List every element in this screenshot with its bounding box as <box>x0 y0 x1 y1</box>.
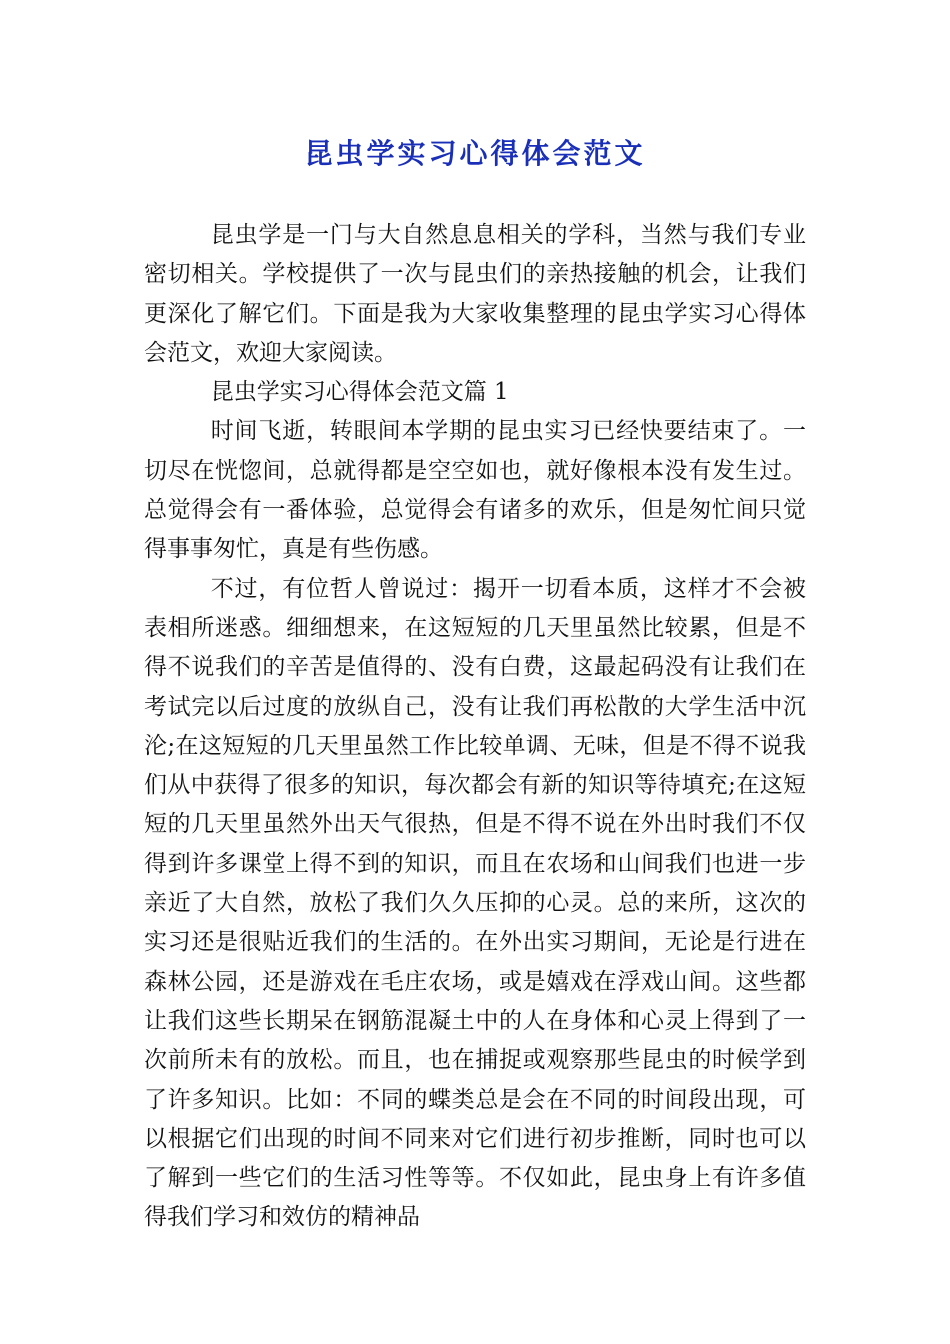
paragraph-intro: 昆虫学是一门与大自然息息相关的学科，当然与我们专业密切相关。学校提供了一次与昆虫们的亲热接触的机会，让我们更深化了解它们。下面是我为大家收集整理的昆虫学实习心得体会范文，欢迎大家阅读。 <box>144 222 806 366</box>
section-heading: 昆虫学实习心得体会范文篇 1 <box>210 379 509 406</box>
paragraph-1: 时间飞逝，转眼间本学期的昆虫实习已经快要结束了。一切尽在恍惚间，总就得都是空空如也，就好像根本没有发生过。总觉得会有一番体验，总觉得会有诸多的欢乐，但是匆忙间只觉得事事匆忙，真是有些伤感。 <box>144 418 806 563</box>
paragraph-2: 不过，有位哲人曾说过：揭开一切看本质，这样才不会被表相所迷惑。细细想来，在这短短的几天里虽然比较累，但是不得不说我们的辛苦是值得的、没有白费，这最起码没有让我们在考试完以后过度的放纵自己，没有让我们再松散的大学生活中沉沦;在这短短的几天里虽然工作比较单调、无味，但是不得不说我们从中获得了很多的知识，每次都会有新的知识等待填充;在这短短的几天里虽然外出天气很热，但是不得不说在外出时我们不仅得到许多课堂上得不到的知识，而且在农场和山间我们也进一步亲近了大自然，放松了我们久久压抑的心灵。总的来所，这次的实习还是很贴近我们的生活的。在外出实习期间，无论是行进在森林公园，还是游戏在毛庄农场，或是嬉戏在浮戏山间。这些都让我们这些长期呆在钢筋混凝土中的人在身体和心灵上得到了一次前所未有的放松。而且，也在捕捉或观察那些昆虫的时候学到了许多知识。比如：不同的蝶类总是会在不同的时间段出现，可以根据它们出现的时间不同来对它们进行初步推断，同时也可以了解到一些它们的生活习性等等。不仅如此，昆虫身上有许多值得我们学习和效仿的精神品 <box>144 575 806 1231</box>
document-body <box>144 216 806 1238</box>
document-title: 昆虫学实习心得体会范文 <box>304 137 646 170</box>
